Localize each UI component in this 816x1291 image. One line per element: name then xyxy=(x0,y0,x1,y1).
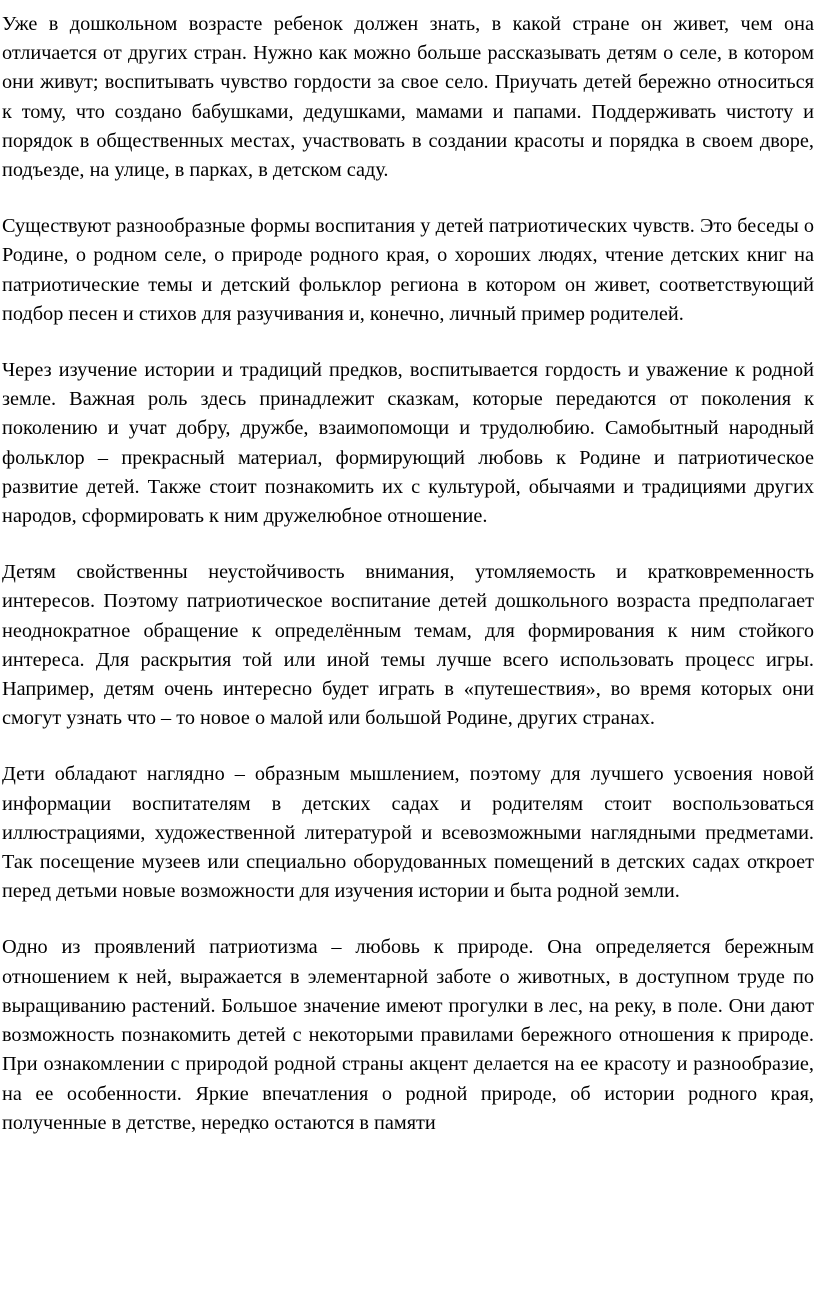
paragraph-preschool-homeland: Уже в дошкольном возрасте ребенок должен знать, в какой стране он живет, чем она отличается от других стран. Нужно как можно больше рассказывать детям о селе, в котором они живут; воспитывать чувство гордости за свое село. Приучать детей бережно относиться к тому, что создано бабушками, дедушками, мамами и папами. Поддерживать чистоту и порядок в общественных местах, участвовать в создании красоты и порядка в своем дворе, подъезде, на улице, в парках, в детском саду. xyxy=(2,13,814,182)
paragraph-love-of-nature: Одно из проявлений патриотизма – любовь к природе. Она определяется бережным отношением к ней, выражается в элементарной заботе о животных, в доступном труде по выращиванию растений. Большое значение имеют прогулки в лес, на реку, в поле. Они дают возможность познакомить детей с некоторыми правилами бережного отношения к природе. При ознакомлении с природой родной страны акцент делается на ее красоту и разнообразие, на ее особенности. Яркие впечатления о родной природе, об истории родного края, полученные в детстве, нередко остаются в памяти xyxy=(2,936,814,1134)
paragraph-education-forms: Существуют разнообразные формы воспитания у детей патриотических чувств. Это беседы о Родине, о родном селе, о природе родного края, о хороших людях, чтение детских книг на патриотические темы и детский фольклор региона в котором он живет, соответствующий подбор песен и стихов для разучивания и, конечно, личный пример родителей. xyxy=(2,215,814,325)
paragraph-attention-interests: Детям свойственны неустойчивость внимания, утомляемость и кратковременность интересов. Поэтому патриотическое воспитание детей дошкольного возраста предполагает неоднократное обращение к определённым темам, для формирования к ним стойкого интереса. Для раскрытия той или иной темы лучше всего использовать процесс игры. Например, детям очень интересно будет играть в «путешествия», во время которых они смогут узнать что – то новое о малой или большой Родине, других странах. xyxy=(2,561,814,730)
paragraph-history-traditions: Через изучение истории и традиций предков, воспитывается гордость и уважение к родной земле. Важная роль здесь принадлежит сказкам, которые передаются от поколения к поколению и учат добру, дружбе, взаимопомощи и трудолюбию. Самобытный народный фольклор – прекрасный материал, формирующий любовь к Родине и патриотическое развитие детей. Также стоит познакомить их с культурой, обычаями и традициями других народов, сформировать к ним дружелюбное отношение. xyxy=(2,359,814,528)
paragraph-visual-thinking: Дети обладают наглядно – образным мышлением, поэтому для лучшего усвоения новой информации воспитателям в детских садах и родителям стоит воспользоваться иллюстрациями, художественной литературой и всевозможными наглядными предметами. Так посещение музеев или специально оборудованных помещений в детских садах откроет перед детьми новые возможности для изучения истории и быта родной земли. xyxy=(2,763,814,903)
